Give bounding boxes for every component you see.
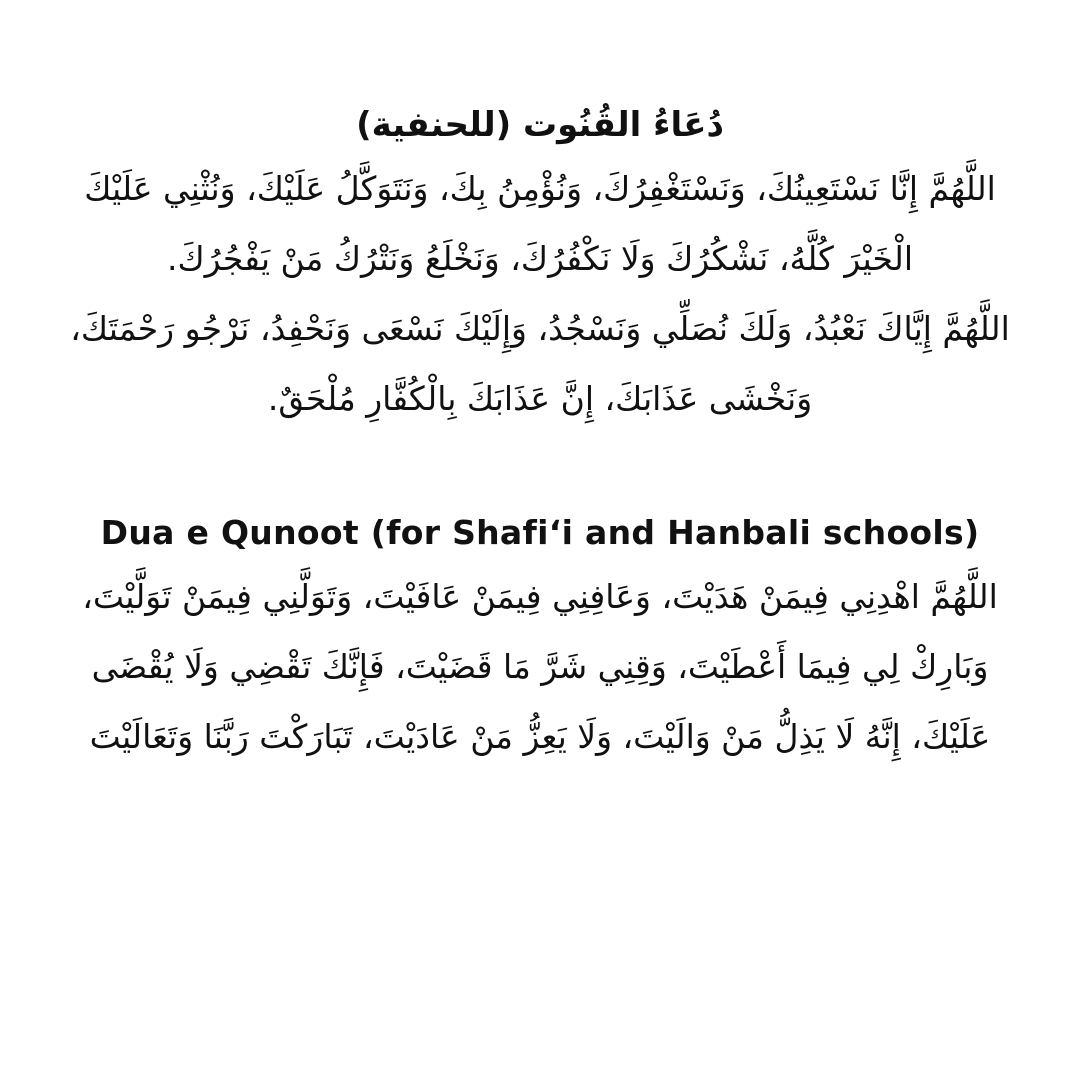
section-spacer [60, 434, 1020, 504]
shafii-hanbali-paragraph: اللَّهُمَّ اهْدِنِي فِيمَنْ هَدَيْتَ، وَعَافِنِي فِيمَنْ عَافَيْتَ، وَتَوَلَّنِي فِيمَنْ تَوَلَّيْتَ، وَبَارِكْ لِي فِيمَا أَعْطَيْتَ، وَقِنِي شَرَّ مَا قَضَيْتَ، فَإِنَّكَ تَقْضِي وَلَا يُقْضَى عَلَيْكَ، إِنَّهُ لَا يَذِلُّ مَنْ وَالَيْتَ، وَلَا يَعِزُّ مَنْ عَادَيْتَ، تَبَارَكْتَ رَبَّنَا وَتَعَالَيْتَ [82, 577, 998, 756]
hanafi-paragraph-1: اللَّهُمَّ إِنَّا نَسْتَعِينُكَ، وَنَسْتَغْفِرُكَ، وَنُؤْمِنُ بِكَ، وَنَتَوَكَّلُ عَلَيْكَ، وَنُثْنِي عَلَيْكَ الْخَيْرَ كُلَّهُ، نَشْكُرُكَ وَلَا نَكْفُرُكَ، وَنَخْلَعُ وَنَتْرُكُ مَنْ يَفْجُرُكَ. [84, 169, 996, 278]
hanafi-title: دُعَاءُ القُنُوت (للحنفية) [356, 105, 724, 145]
shafii-hanbali-section [60, 504, 1020, 772]
dua-qunoot-page [60, 96, 1020, 1040]
hanafi-paragraph-2: اللَّهُمَّ إِيَّاكَ نَعْبُدُ، وَلَكَ نُصَلِّي وَنَسْجُدُ، وَإِلَيْكَ نَسْعَى وَنَحْفِدُ، نَرْجُو رَحْمَتَكَ، وَنَخْشَى عَذَابَكَ، إِنَّ عَذَابَكَ بِالْكُفَّارِ مُلْحَقٌ. [70, 309, 1010, 418]
shafii-hanbali-title: Dua e Qunoot (for Shafi‘i and Hanbali schools) [100, 513, 980, 552]
hanafi-section [60, 96, 1020, 434]
